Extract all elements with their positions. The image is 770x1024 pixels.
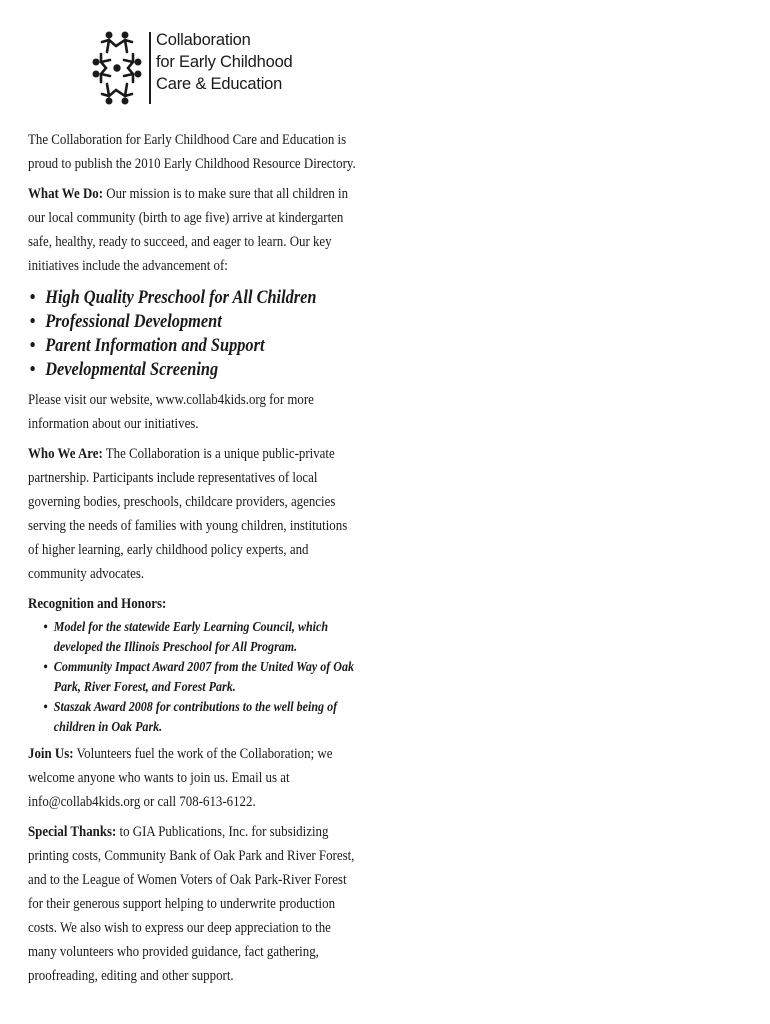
website-paragraph: Please visit our website, www.collab4kids.org for more information about our initiatives.: [28, 392, 314, 432]
recognition-item: • Model for the statewide Early Learning Council, which developed the Illinois Preschool for All Program.: [54, 618, 358, 658]
recognition-heading-paragraph: [28, 592, 358, 616]
what-we-do-text: Our mission is to make sure that all children in our local community (birth to age five) arrive at kindergarten safe, healthy, ready to succeed, and eager to learn. Our key initiatives include the advancement of:: [28, 186, 349, 274]
what-we-do-paragraph: [28, 182, 358, 278]
logo-line-2: for Early Childhood: [156, 53, 293, 71]
what-we-do-heading: What We Do:: [28, 186, 104, 202]
logo-wordmark: [156, 29, 293, 95]
special-thanks-text: to GIA Publications, Inc. for subsidizing printing costs, Community Bank of Oak Park and River Forest, and to the League of Women Voters of Oak Park-River Forest for their generous support helping to underwrite production costs. We also wish to express our deep appreciation to the many volunteers who provided guidance, fact gathering, proofreading, editing and other support.: [28, 824, 355, 984]
logo-line-1: Collaboration: [156, 31, 251, 49]
intro-paragraph: The Collaboration for Early Childhood Care and Education is proud to publish the 2010 Early Childhood Resource Directory.: [28, 132, 356, 172]
document-body: [28, 128, 358, 994]
organization-logo: [92, 28, 292, 108]
join-us-paragraph: [28, 742, 358, 814]
who-we-are-text: The Collaboration is a unique public-private partnership. Participants include representatives of local governing bodies, preschools, childcare providers, agencies serving the needs of families with young children, institutions of higher learning, early childhood policy experts, and community advocates.: [28, 446, 348, 582]
recognition-item: • Community Impact Award 2007 from the United Way of Oak Park, River Forest, and Forest Park.: [54, 658, 358, 698]
logo-line-3: Care & Education: [156, 75, 283, 93]
initiative-item: • Professional Development: [45, 310, 358, 334]
initiatives-list: [28, 286, 358, 382]
initiative-item: • High Quality Preschool for All Children: [45, 286, 358, 310]
recognition-heading: Recognition and Honors:: [28, 596, 167, 612]
special-thanks-heading: Special Thanks:: [28, 824, 117, 840]
special-thanks-paragraph: [28, 820, 358, 988]
children-circle-logo-icon: [92, 28, 142, 108]
recognition-item: • Staszak Award 2008 for contributions to the well being of children in Oak Park.: [54, 698, 358, 738]
initiative-item: • Developmental Screening: [45, 358, 358, 382]
logo-divider: [149, 32, 151, 104]
who-we-are-heading: Who We Are:: [28, 446, 103, 462]
who-we-are-paragraph: [28, 442, 358, 586]
join-us-heading: Join Us:: [28, 746, 74, 762]
initiative-item: • Parent Information and Support: [45, 334, 358, 358]
recognition-list: [28, 618, 358, 738]
join-us-text: Volunteers fuel the work of the Collaboration; we welcome anyone who wants to join us. Email us at info@collab4kids.org or call 708-613-6122.: [28, 746, 333, 810]
